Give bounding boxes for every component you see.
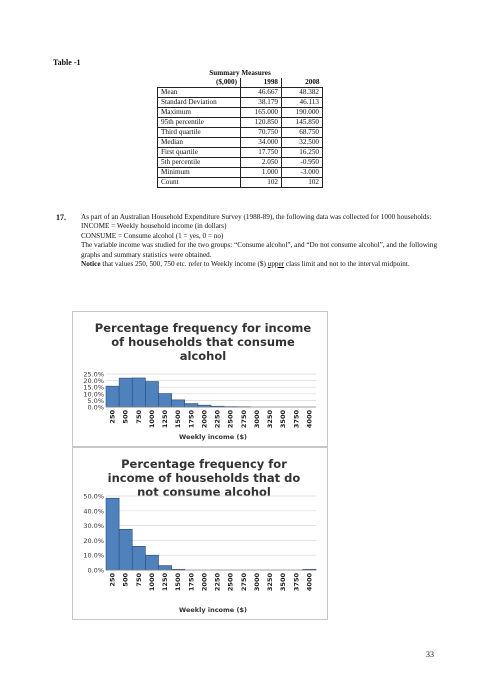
value-2008: 46.113 bbox=[282, 98, 323, 108]
y-tick-label: 5.0% bbox=[87, 396, 104, 405]
x-tick-label: 3500 bbox=[279, 410, 288, 429]
x-tick-label: 750 bbox=[134, 410, 143, 424]
chart-not-consume-alcohol bbox=[72, 447, 328, 620]
y-tick-label: 25.0% bbox=[83, 370, 104, 379]
summary-row bbox=[158, 158, 323, 168]
notice-text-b: class limit and not to the interval midpoint. bbox=[284, 260, 410, 269]
income-definition: INCOME = Weekly household income (in dollars) bbox=[81, 222, 227, 231]
y-tick-label: 15.0% bbox=[83, 383, 104, 392]
summary-row bbox=[158, 88, 323, 98]
y-tick-label: 10.0% bbox=[83, 551, 104, 560]
summary-row bbox=[158, 108, 323, 118]
x-tick-label: 3750 bbox=[292, 573, 301, 592]
value-2008: 68.750 bbox=[282, 128, 323, 138]
column-header-2008: 2008 bbox=[282, 78, 323, 88]
histogram-bar bbox=[185, 404, 198, 407]
summary-unit: ($,000) bbox=[158, 78, 241, 88]
row-label: Maximum bbox=[158, 108, 241, 118]
chart-title: Percentage frequency for income of households that do not consume alcohol bbox=[107, 457, 301, 499]
value-1998: 38.179 bbox=[241, 98, 282, 108]
x-tick-label: 500 bbox=[121, 573, 130, 587]
value-1998: 34.000 bbox=[241, 138, 282, 148]
chart-svg bbox=[73, 448, 327, 619]
y-tick-label: 20.0% bbox=[83, 377, 104, 386]
x-tick-label: 1500 bbox=[174, 410, 183, 429]
value-1998: 1.000 bbox=[241, 168, 282, 178]
y-tick-label: 40.0% bbox=[83, 507, 104, 516]
question-text bbox=[81, 213, 441, 269]
y-tick-label: 0.0% bbox=[87, 566, 104, 575]
value-2008: 190.000 bbox=[282, 108, 323, 118]
x-axis-title: Weekly income ($) bbox=[179, 433, 247, 441]
value-2008: 102 bbox=[282, 178, 323, 188]
x-tick-label: 3250 bbox=[266, 573, 275, 592]
question-intro: As part of an Australian Household Expenditure Survey (1988-89), the following data was collected for 1000 households: bbox=[81, 213, 432, 221]
row-label: Minimum bbox=[158, 168, 241, 178]
histogram-bar bbox=[172, 400, 185, 407]
x-tick-label: 2000 bbox=[200, 410, 209, 429]
value-1998: 120.850 bbox=[241, 118, 282, 128]
x-tick-label: 500 bbox=[121, 410, 130, 424]
row-label: Standard Deviation bbox=[158, 98, 241, 108]
page-number: 33 bbox=[426, 650, 434, 659]
histogram-bar bbox=[145, 382, 158, 407]
summary-row bbox=[158, 148, 323, 158]
notice-paragraph bbox=[81, 260, 441, 269]
x-tick-label: 750 bbox=[134, 573, 143, 587]
summary-row bbox=[158, 178, 323, 188]
summary-header-row bbox=[158, 78, 323, 88]
x-tick-label: 1250 bbox=[161, 573, 170, 592]
y-tick-label: 50.0% bbox=[83, 492, 104, 501]
value-1998: 102 bbox=[241, 178, 282, 188]
value-2008: -0.950 bbox=[282, 158, 323, 168]
x-tick-label: 3000 bbox=[252, 573, 261, 592]
histogram-bar bbox=[132, 546, 145, 570]
value-1998: 165.000 bbox=[241, 108, 282, 118]
y-tick-label: 10.0% bbox=[83, 390, 104, 399]
row-label: Mean bbox=[158, 88, 241, 98]
chart-svg bbox=[73, 312, 327, 446]
x-tick-label: 2250 bbox=[213, 573, 222, 592]
summary-caption-row bbox=[158, 69, 323, 78]
histogram-bar bbox=[159, 394, 172, 407]
x-tick-label: 1000 bbox=[147, 410, 156, 429]
x-tick-label: 3500 bbox=[279, 573, 288, 592]
value-2008: 145.850 bbox=[282, 118, 323, 128]
value-2008: -3.000 bbox=[282, 168, 323, 178]
row-label: First quartile bbox=[158, 148, 241, 158]
histogram-bar bbox=[119, 378, 132, 407]
histogram-bar bbox=[106, 498, 119, 570]
value-1998: 17.750 bbox=[241, 148, 282, 158]
x-tick-label: 250 bbox=[108, 573, 117, 587]
x-tick-label: 3250 bbox=[266, 410, 275, 429]
chart-consume-alcohol bbox=[72, 311, 328, 447]
row-label: 95th percentile bbox=[158, 118, 241, 128]
value-2008: 16.250 bbox=[282, 148, 323, 158]
x-tick-label: 2500 bbox=[226, 573, 235, 592]
value-2008: 48.382 bbox=[282, 88, 323, 98]
summary-row bbox=[158, 98, 323, 108]
histogram-bar bbox=[145, 555, 158, 570]
x-tick-label: 1000 bbox=[147, 573, 156, 592]
y-tick-label: 0.0% bbox=[87, 403, 104, 412]
notice-bold: Notice bbox=[81, 260, 101, 269]
summary-caption: Summary Measures bbox=[209, 69, 271, 77]
x-tick-label: 3000 bbox=[252, 410, 261, 429]
table-label: Table -1 bbox=[53, 58, 81, 67]
consume-definition: CONSUME = Consume alcohol (1 = yes, 0 = no) bbox=[81, 231, 224, 240]
value-1998: 2.050 bbox=[241, 158, 282, 168]
histogram-bar bbox=[106, 386, 119, 407]
x-tick-label: 3750 bbox=[292, 410, 301, 429]
row-label: Third quartile bbox=[158, 128, 241, 138]
groups-description: The variable income was studied for the two groups: “Consume alcohol”, and “Do not consume alcohol”, and the following graphs and summary statistics were obtained. bbox=[81, 241, 438, 259]
x-tick-label: 2750 bbox=[239, 573, 248, 592]
x-tick-label: 1250 bbox=[161, 410, 170, 429]
summary-row bbox=[158, 168, 323, 178]
x-axis-title: Weekly income ($) bbox=[179, 606, 247, 614]
x-tick-label: 2250 bbox=[213, 410, 222, 429]
x-tick-label: 2750 bbox=[239, 410, 248, 429]
question-number: 17. bbox=[56, 213, 66, 222]
x-tick-label: 1750 bbox=[187, 410, 196, 429]
column-header-1998: 1998 bbox=[241, 78, 282, 88]
x-tick-label: 2000 bbox=[200, 573, 209, 592]
notice-underlined: upper bbox=[267, 260, 285, 269]
notice-text-a: that values 250, 500, 750 etc. refer to Weekly income ($) bbox=[100, 260, 268, 269]
histogram-bar bbox=[132, 378, 145, 407]
summary-row bbox=[158, 138, 323, 148]
x-tick-label: 250 bbox=[108, 410, 117, 424]
x-tick-label: 2500 bbox=[226, 410, 235, 429]
histogram-bar bbox=[119, 529, 132, 570]
summary-row bbox=[158, 118, 323, 128]
value-1998: 46.667 bbox=[241, 88, 282, 98]
row-label: Median bbox=[158, 138, 241, 148]
histogram-bar bbox=[159, 566, 172, 570]
row-label: 5th percentile bbox=[158, 158, 241, 168]
x-tick-label: 1500 bbox=[174, 573, 183, 592]
value-2008: 32.500 bbox=[282, 138, 323, 148]
summary-table bbox=[157, 69, 323, 188]
x-tick-label: 4000 bbox=[305, 573, 314, 592]
summary-row bbox=[158, 128, 323, 138]
chart-title: Percentage frequency for income of households that consume alcohol bbox=[94, 321, 312, 363]
x-tick-label: 1750 bbox=[187, 573, 196, 592]
value-1998: 70.750 bbox=[241, 128, 282, 138]
y-tick-label: 20.0% bbox=[83, 536, 104, 545]
row-label: Count bbox=[158, 178, 241, 188]
y-tick-label: 30.0% bbox=[83, 522, 104, 531]
x-tick-label: 4000 bbox=[305, 410, 314, 429]
